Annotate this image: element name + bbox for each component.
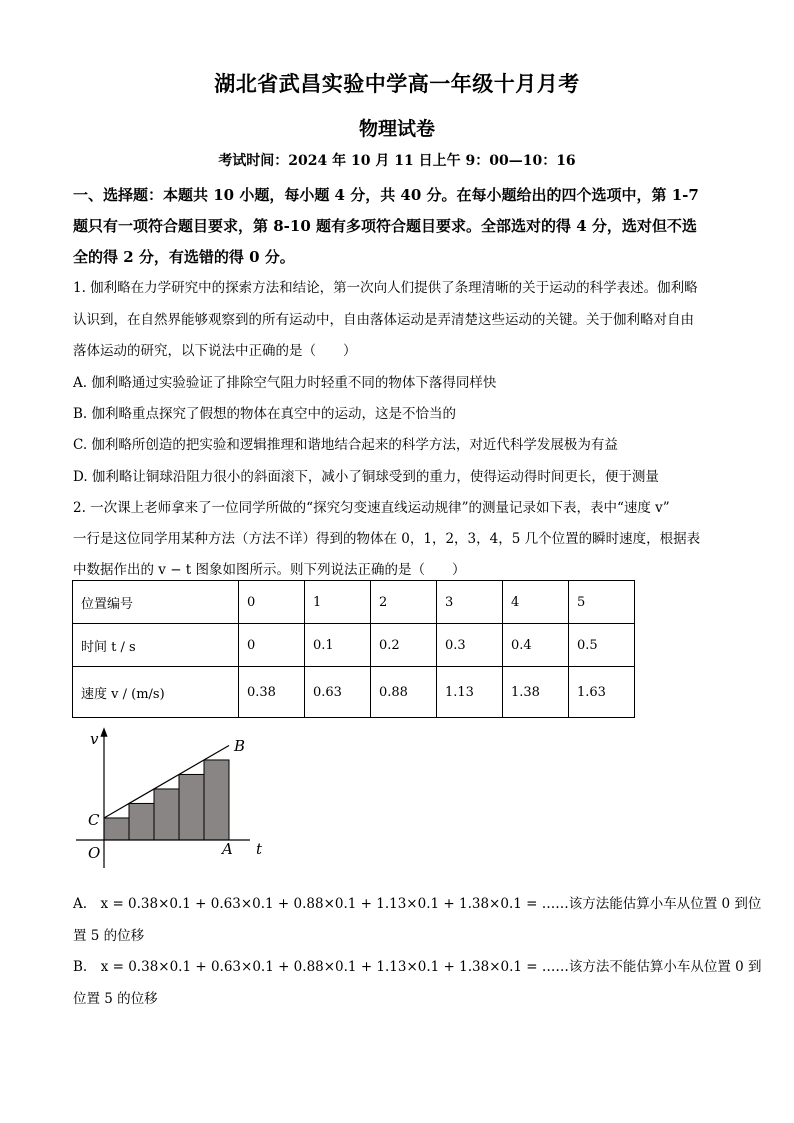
table-cell: 0.3 <box>437 624 503 667</box>
table-cell: 0.1 <box>305 624 371 667</box>
velocity-table <box>72 580 635 718</box>
table-cell: 1.63 <box>569 667 635 718</box>
point-b-label: B <box>234 737 246 755</box>
graph-bar <box>179 774 204 840</box>
subject-title: 物理试卷 <box>358 118 435 140</box>
point-c-label: C <box>88 811 100 829</box>
graph-bars <box>104 760 229 840</box>
q1-option-a: A. 伽利略通过实验验证了排除空气阻力时轻重不同的物体下落得同样快 <box>73 375 497 391</box>
q2-stem-line1: 2. 一次课上老师拿来了一位同学所做的“探究匀变速直线运动规律”的测量记录如下表，表中“速度 v” <box>73 500 670 516</box>
table-cell: 0.63 <box>305 667 371 718</box>
exam-time: 考试时间：2024 年 10 月 11 日上午 9：00—10：16 <box>218 153 576 169</box>
row-label: 速度 v / (m/s) <box>73 667 239 718</box>
q1-option-d: D. 伽利略让铜球沿阻力很小的斜面滚下，减小了铜球受到的重力，使得运动得时间更长，便于测量 <box>73 469 659 485</box>
t-axis-label: t <box>256 840 263 858</box>
table-cell: 0 <box>239 581 305 624</box>
table-row <box>73 667 635 718</box>
table-cell: 0.5 <box>569 624 635 667</box>
table-row <box>73 624 635 667</box>
table-cell: 0.4 <box>503 624 569 667</box>
section-instructions-line1: 一、选择题：本题共 10 小题，每小题 4 分，共 40 分。在每小题给出的四个选项中，第 1-7 <box>73 186 699 204</box>
graph-bar <box>129 803 154 840</box>
table-cell: 5 <box>569 581 635 624</box>
q1-stem-line3: 落体运动的研究，以下说法中正确的是（ ） <box>73 343 357 359</box>
q1-stem-line1: 1. 伽利略在力学研究中的探索方法和结论，第一次向人们提供了条理清晰的关于运动的科学表述。伽利略 <box>73 280 698 296</box>
table-cell: 1.13 <box>437 667 503 718</box>
row-label: 时间 t / s <box>73 624 239 667</box>
q2-option-b-line2: 位置 5 的位移 <box>73 991 158 1007</box>
table-cell: 4 <box>503 581 569 624</box>
graph-bar <box>104 818 129 840</box>
point-a-label: A <box>222 840 233 858</box>
q2-option-a-line2: 置 5 的位移 <box>73 928 145 944</box>
q1-stem-line2: 认识到，在自然界能够观察到的所有运动中，自由落体运动是弄清楚这些运动的关键。关于伽利略对自由 <box>73 312 694 328</box>
table-cell: 0.38 <box>239 667 305 718</box>
row-label: 位置编号 <box>73 581 239 624</box>
table-cell: 0 <box>239 624 305 667</box>
q1-option-c: C. 伽利略所创造的把实验和逻辑推理和谐地结合起来的科学方法，对近代科学发展极为有益 <box>73 437 618 453</box>
graph-bar <box>154 789 179 840</box>
q2-stem-line3: 中数据作出的 v − t 图象如图所示。则下列说法正确的是（ ） <box>73 562 466 578</box>
section-instructions-line3: 全的得 2 分，有选错的得 0 分。 <box>73 248 295 266</box>
v-axis-label: v <box>90 730 99 748</box>
table-cell: 1 <box>305 581 371 624</box>
q2-option-b-line1: B. x = 0.38×0.1 + 0.63×0.1 + 0.88×0.1 + 1.13×0.1 + 1.38×0.1 = ……该方法不能估算小车从位置 0 到 <box>73 959 762 975</box>
table-cell: 3 <box>437 581 503 624</box>
q2-option-a-line1: A. x = 0.38×0.1 + 0.63×0.1 + 0.88×0.1 + 1.13×0.1 + 1.38×0.1 = ……该方法能估算小车从位置 0 到位 <box>73 896 762 912</box>
table-cell: 2 <box>371 581 437 624</box>
table-cell: 0.88 <box>371 667 437 718</box>
table-row <box>73 581 635 624</box>
section-instructions-line2: 题只有一项符合题目要求，第 8-10 题有多项符合题目要求。全部选对的得 4 分，选对但不选 <box>73 217 697 235</box>
q2-stem-line2: 一行是这位同学用某种方法（方法不详）得到的物体在 0，1，2，3，4，5 几个位置的瞬时速度，根据表 <box>73 531 701 547</box>
vt-graph <box>70 726 280 876</box>
table-cell: 1.38 <box>503 667 569 718</box>
graph-bar <box>204 760 229 840</box>
table-cell: 0.2 <box>371 624 437 667</box>
q1-option-b: B. 伽利略重点探究了假想的物体在真空中的运动，这是不恰当的 <box>73 406 457 422</box>
exam-title: 湖北省武昌实验中学高一年级十月月考 <box>214 71 580 96</box>
origin-label: O <box>88 844 101 862</box>
